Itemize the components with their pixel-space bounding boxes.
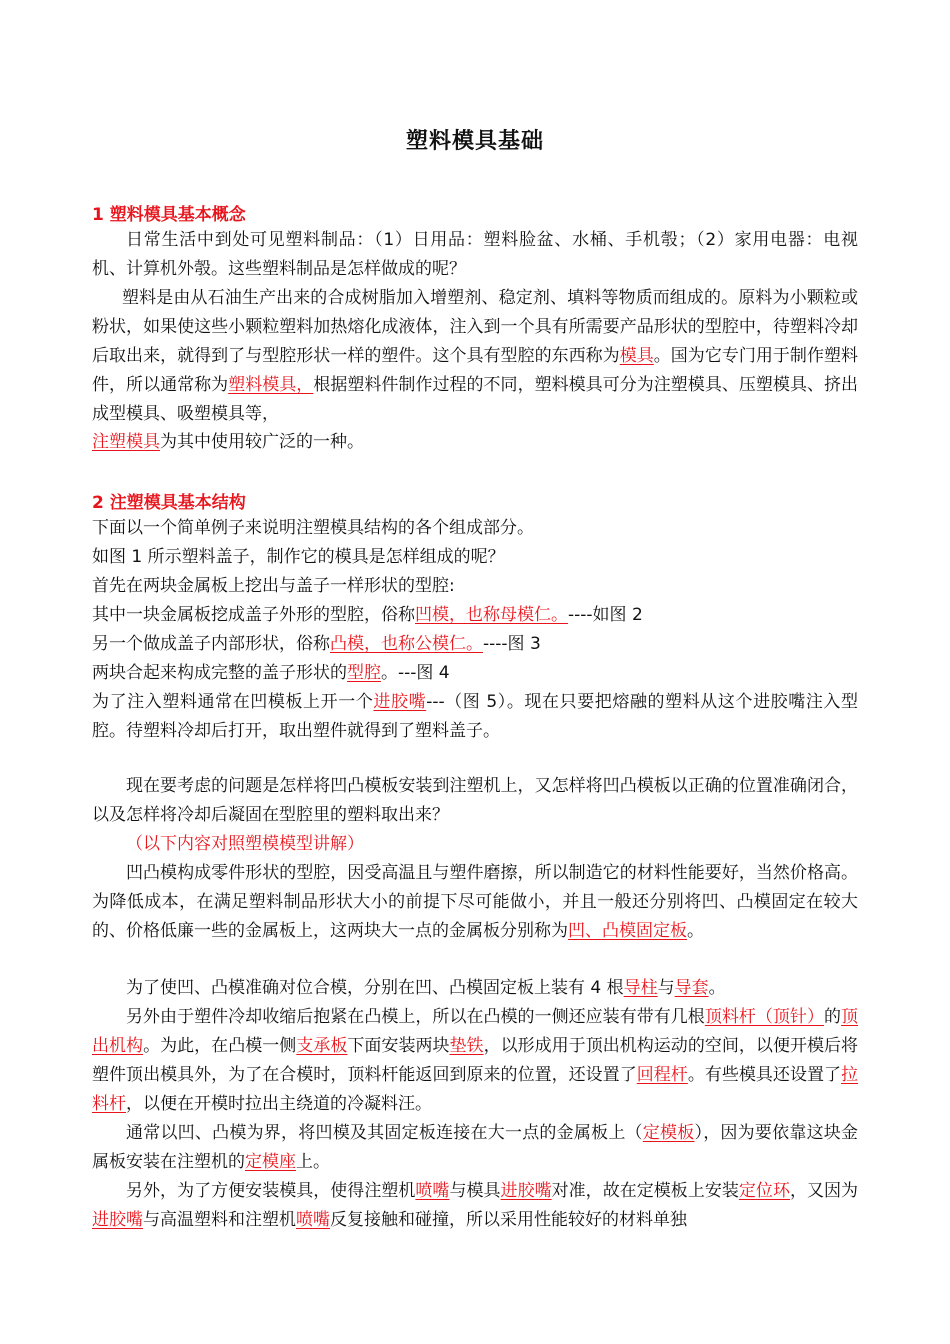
- term-gate: 进胶嘴: [373, 692, 427, 712]
- term-plastic-mold: 塑料模具，: [228, 375, 314, 395]
- section-2-paragraph-13: [92, 1177, 858, 1235]
- term-nozzle: 喷嘴: [296, 1210, 330, 1230]
- paragraph-text: 通常以凹、凸模为界，将凹模及其固定板连接在大一点的金属板上（: [126, 1123, 643, 1143]
- paragraph-text: 下面安装两块: [347, 1036, 450, 1056]
- line-text: 两块合起来构成完整的盖子形状的: [92, 663, 347, 683]
- paragraph-text: 的: [823, 1007, 842, 1027]
- section-2-line-1: 下面以一个简单例子来说明注塑模具结构的各个组成部分。: [92, 518, 534, 538]
- paragraph-text: 与高温塑料和注塑机: [143, 1210, 296, 1230]
- paragraph-text: 塑料是由从石油生产出来的合成树脂加入增塑剂、稳定剂、填料等物质而组成的。原料为小颗粒或粉状，如果使这些小颗粒塑料加热熔化成液体，注入到一个具有所需要产品形状的型腔中，待塑料冷却后取出来，就得到了与型腔形状一样的塑件。这个具有型腔的东西称为: [92, 288, 858, 366]
- paragraph-text: 为了使凹、凸模准确对位合模，分别在凹、凸模固定板上装有 4 根: [126, 978, 624, 998]
- paragraph-text: 。: [687, 921, 704, 941]
- term-gate: 进胶嘴: [92, 1210, 143, 1230]
- term-mold-cavity: 型腔: [347, 663, 381, 683]
- section-2-paragraph-12: [92, 1119, 858, 1177]
- paragraph-text: 与: [657, 978, 675, 998]
- paragraph-text: 日常生活中到处可见塑料制品：（1）日用品：塑料脸盆、水桶、手机彀；（2）家用电器：电视机、计算机外彀。这些塑料制品是怎样做成的呢？: [92, 230, 858, 279]
- section-2-line-4: [92, 601, 643, 630]
- paragraph-text: 。为此，在凸模一侧: [143, 1036, 297, 1056]
- term-fixed-platen: 定模座: [245, 1152, 296, 1172]
- paragraph-text: ），因为要依靠这块金属板安装在注塑机的: [92, 1123, 859, 1172]
- section-2-paragraph-9: [92, 859, 858, 946]
- paragraph-text: ，又因为: [789, 1181, 859, 1201]
- paragraph-text: 现在要考虑的问题是怎样将凹凸模板安装到注塑机上，又怎样将凹凸模板以正确的位置准确闭合，以及怎样将冷却后凝固在型腔里的塑料取出来？: [92, 776, 858, 825]
- paragraph-text: ，以形成用于顶出机构运动的空间，以便开模后将塑件顶出模具外，为了在合模时，顶料杆能返回到原来的位置，还设置了: [92, 1036, 859, 1085]
- paragraph-text: 上。: [296, 1152, 330, 1172]
- paragraph-text: 。有些模具还设置了: [687, 1065, 842, 1085]
- section-2-line-5: [92, 630, 541, 659]
- term-mold: 模具: [619, 346, 654, 366]
- section-2-paragraph-10: [92, 974, 858, 1003]
- section-2-line-6: [92, 659, 450, 688]
- paragraph-text: 为了注入塑料通常在凹模板上开一个: [92, 692, 374, 712]
- term-return-pin: 回程杆: [636, 1065, 688, 1085]
- term-fixed-plate: 定模板: [642, 1123, 695, 1143]
- term-nozzle: 喷嘴: [415, 1181, 450, 1201]
- section-2-line-3: 首先在两块金属板上挖出与盖子一样形状的型腔:: [92, 576, 455, 596]
- paragraph-text: 凹凸模构成零件形状的型腔，因受高温且与塑件磨擦，所以制造它的材料性能要好，当然价格高。为降低成本，在满足塑料制品形状大小的前提下尽可能做小，并且一般还分别将凹、凸模固定在较大的、价格低廉一些的金属板上，这两块大一点的金属板分别称为: [92, 863, 858, 941]
- paragraph-text: 反复接触和碰撞，所以采用性能较好的材料单独: [330, 1210, 687, 1230]
- line-text: 其中一块金属板挖成盖子外形的型腔，俗称: [92, 605, 415, 625]
- term-ejector-mechanism: 顶出机构: [92, 1007, 859, 1056]
- term-guide-pin: 导柱: [623, 978, 658, 998]
- line-text: 。---图 4: [381, 663, 450, 683]
- paragraph-text: 对准，故在定模板上安装: [551, 1181, 739, 1201]
- term-gate: 进胶嘴: [500, 1181, 552, 1201]
- section-2-paragraph-11: [92, 1003, 858, 1119]
- section-1-heading: 1 塑料模具基本概念: [92, 205, 246, 225]
- term-locating-ring: 定位环: [738, 1181, 790, 1201]
- line-text: ----如图 2: [568, 605, 643, 625]
- term-spacer-block: 垫铁: [449, 1036, 484, 1056]
- paragraph-text: 另外由于塑件冷却收缩后抱紧在凸模上，所以在凸模的一侧还应装有带有几根: [126, 1007, 705, 1027]
- section-2-line-2: 如图 1 所示塑料盖子，制作它的模具是怎样组成的呢？: [92, 547, 505, 567]
- paragraph-text: 与模具: [449, 1181, 501, 1201]
- section-1-paragraph-1: [92, 226, 858, 284]
- paragraph-text: 。国为它专门用于制作塑料件，所以通常称为: [92, 346, 858, 395]
- section-1-paragraph-3: [92, 428, 364, 457]
- page-title: 塑料模具基础: [405, 129, 544, 154]
- section-2-heading: 2 注塑模具基本结构: [92, 493, 246, 513]
- line-text: ----图 3: [483, 634, 541, 654]
- section-1-paragraph-2: [92, 284, 858, 429]
- term-ejector-pin: 顶料杆（顶针）: [704, 1007, 824, 1027]
- term-sprue-puller: 拉料杆: [92, 1065, 859, 1114]
- paragraph-text: 为其中使用较广泛的一种。: [160, 432, 364, 452]
- line-text: 另一个做成盖子内部形状，俗称: [92, 634, 330, 654]
- term-fixed-plates: 凹、凸模固定板: [568, 921, 687, 941]
- note-line: （以下内容对照塑模模型讲解）: [126, 834, 364, 854]
- section-2-paragraph-8: [92, 772, 858, 830]
- term-cavity: 凹模，也称母模仁。: [415, 605, 568, 625]
- section-2-paragraph-7: [92, 688, 858, 746]
- term-guide-bush: 导套: [674, 978, 709, 998]
- term-core: 凸模，也称公模仁。: [330, 634, 483, 654]
- term-support-plate: 支承板: [296, 1036, 348, 1056]
- term-injection-mold: 注塑模具: [92, 432, 160, 452]
- paragraph-text: ---（图 5）。现在只要把熔融的塑料从这个进胶嘴注入型腔。待塑料冷却后打开，取出塑件就得到了塑料盖子。: [92, 692, 859, 741]
- paragraph-text: 。: [708, 978, 726, 998]
- paragraph-text: 另外，为了方便安装模具，使得注塑机: [126, 1181, 416, 1201]
- paragraph-text: ，以便在开模时拉出主绕道的冷凝料汪。: [126, 1094, 432, 1114]
- paragraph-text: 根据塑料件制作过程的不同，塑料模具可分为注塑模具、压塑模具、挤出成型模具、吸塑模具等，: [92, 375, 859, 424]
